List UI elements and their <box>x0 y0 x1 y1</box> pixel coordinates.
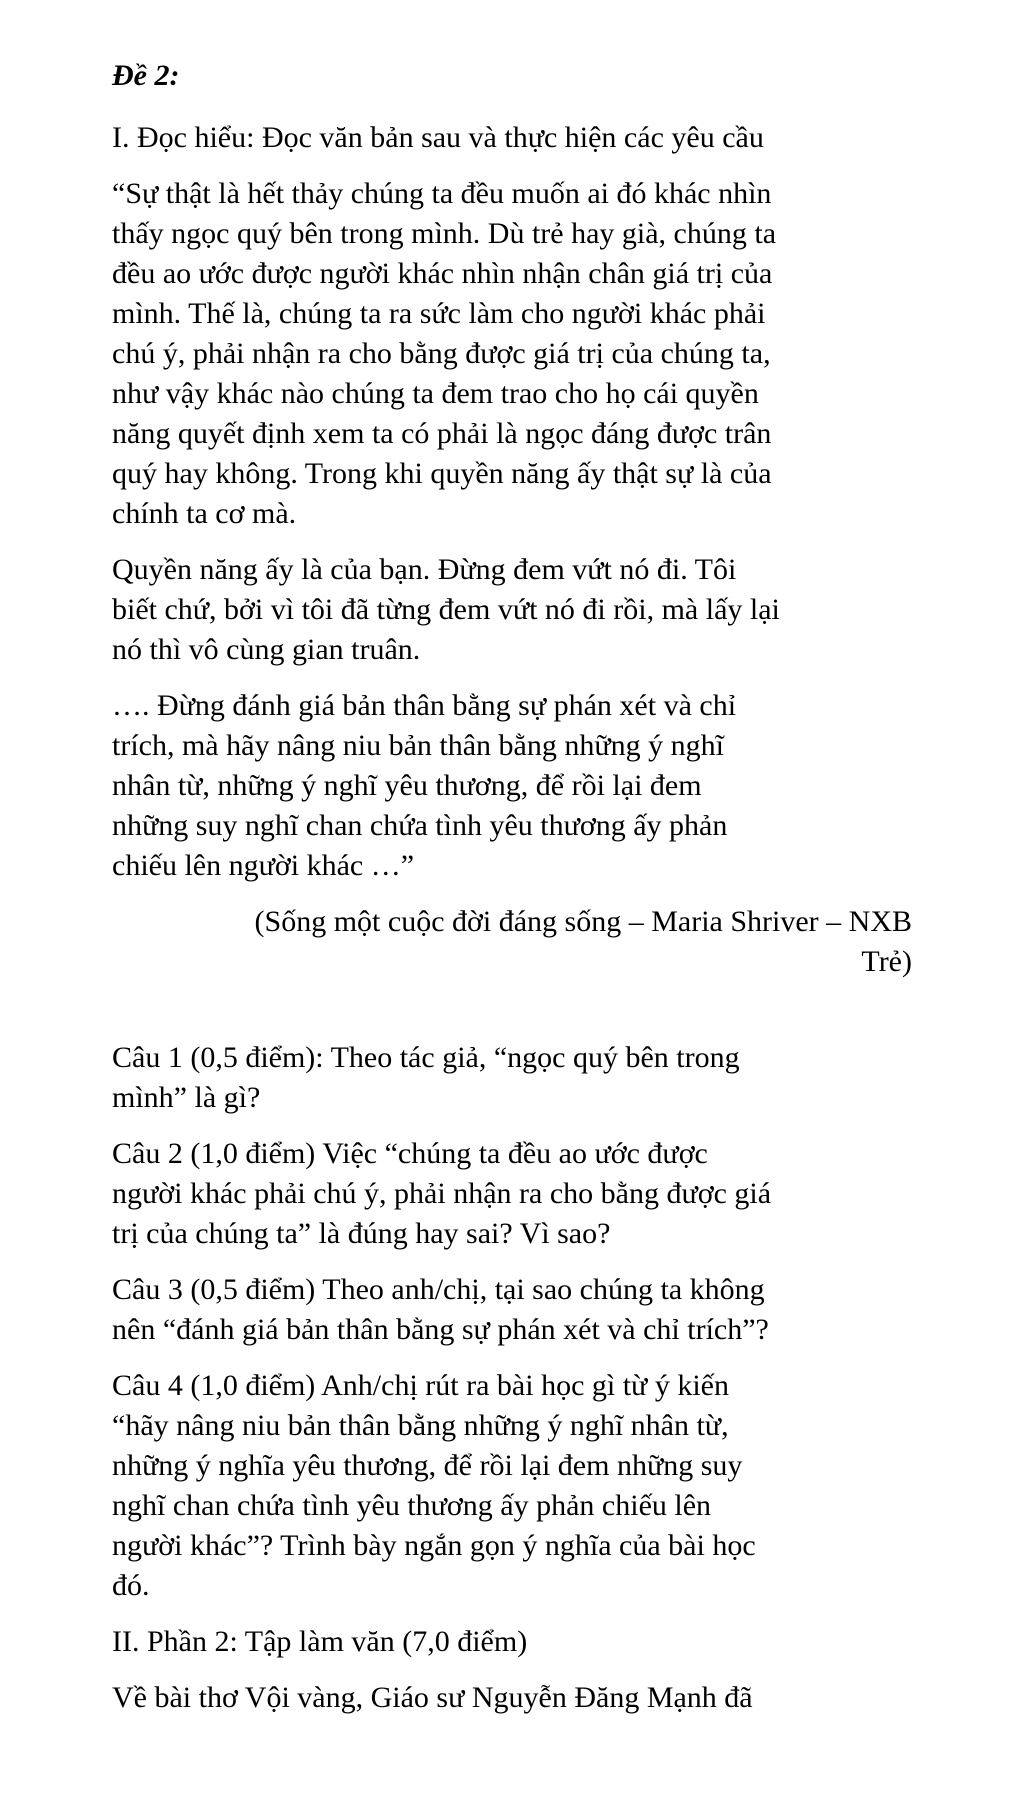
reading-section-heading: I. Đọc hiểu: Đọc văn bản sau và thực hiện các yêu cầu <box>112 121 764 154</box>
question-2: Câu 2 (1,0 điểm) Việc “chúng ta đều ao ước được người khác phải chú ý, phải nhận ra cho bằng được giá trị của chúng ta” là đúng hay sai? Vì sao? <box>112 1137 772 1250</box>
writing-section-heading: II. Phần 2: Tập làm văn (7,0 điểm) <box>112 1625 528 1658</box>
passage-paragraph-2: Quyền năng ấy là của bạn. Đừng đem vứt nó đi. Tôi biết chứ, bởi vì tôi đã từng đem vứt nó đi rồi, mà lấy lại nó thì vô cùng gian truân. <box>112 553 780 666</box>
question-4: Câu 4 (1,0 điểm) Anh/chị rút ra bài học gì từ ý kiến “hãy nâng niu bản thân bằng những ý nghĩ nhân từ, những ý nghĩa yêu thương, để rồi lại đem những suy nghĩ chan chứa tình yêu thương ấy phản chiếu lên người khác”? Trình bày ngắn gọn ý nghĩa của bài học đó. <box>112 1369 756 1602</box>
passage-source-citation: (Sống một cuộc đời đáng sống – Maria Shriver – NXB Trẻ) <box>254 905 912 978</box>
passage-paragraph-1: “Sự thật là hết thảy chúng ta đều muốn ai đó khác nhìn thấy ngọc quý bên trong mình. Dù trẻ hay già, chúng ta đều ao ước được người khác nhìn nhận chân giá trị của mình. Thế là, chúng ta ra sức làm cho người khác phải chú ý, phải nhận ra cho bằng được giá trị của chúng ta, như vậy khác nào chúng ta đem trao cho họ cái quyền năng quyết định xem ta có phải là ngọc đáng được trân quý hay không. Trong khi quyền năng ấy thật sự là của chính ta cơ mà. <box>112 177 777 530</box>
writing-section-prompt-start: Về bài thơ Vội vàng, Giáo sư Nguyễn Đăng Mạnh đã <box>112 1681 753 1714</box>
question-1: Câu 1 (0,5 điểm): Theo tác giả, “ngọc quý bên trong mình” là gì? <box>112 1041 740 1114</box>
exam-page <box>112 56 912 1718</box>
exam-title: Đề 2: <box>112 59 180 92</box>
question-3: Câu 3 (0,5 điểm) Theo anh/chị, tại sao chúng ta không nên “đánh giá bản thân bằng sự phán xét và chỉ trích”? <box>112 1273 769 1346</box>
passage-paragraph-3: …. Đừng đánh giá bản thân bằng sự phán xét và chỉ trích, mà hãy nâng niu bản thân bằng những ý nghĩ nhân từ, những ý nghĩ yêu thương, để rồi lại đem những suy nghĩ chan chứa tình yêu thương ấy phản chiếu lên người khác …” <box>112 689 737 882</box>
